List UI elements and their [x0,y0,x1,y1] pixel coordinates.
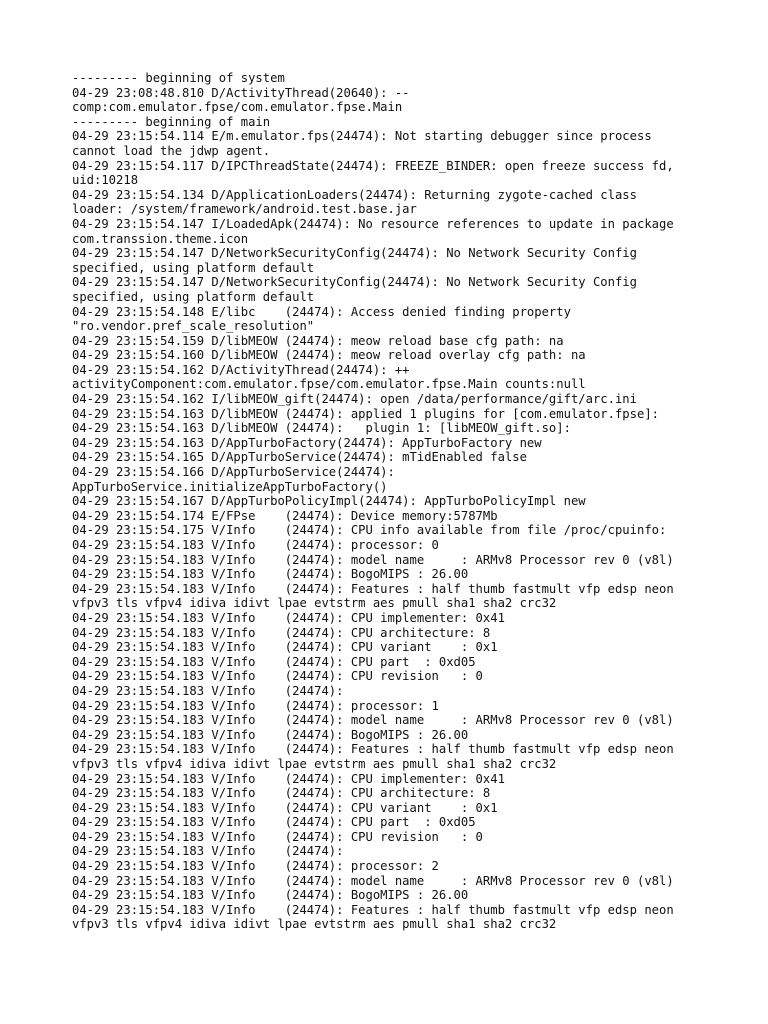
log-line: 04-29 23:15:54.147 D/NetworkSecurityConfig(24474): No Network Security Config [72,275,637,290]
log-line: 04-29 23:15:54.183 V/Info (24474): CPU architecture: 8 [72,625,491,640]
log-line: AppTurboService.initializeAppTurboFactory() [72,479,388,494]
log-line: vfpv3 tls vfpv4 idiva idivt lpae evtstrm aes pmull sha1 sha2 crc32 [72,596,557,611]
log-line: 04-29 23:15:54.134 D/ApplicationLoaders(24474): Returning zygote-cached class [72,187,637,202]
log-line: 04-29 23:15:54.175 V/Info (24474): CPU info available from file /proc/cpuinfo: [72,523,667,538]
log-line: 04-29 23:15:54.183 V/Info (24474): CPU revision : 0 [72,829,483,844]
log-line: 04-29 23:15:54.163 D/libMEOW (24474): plugin 1: [libMEOW_gift.so]: [72,421,571,436]
log-line: com.transsion.theme.icon [72,231,249,246]
log-line: 04-29 23:15:54.183 V/Info (24474): Features : half thumb fastmult vfp edsp neon [72,742,674,757]
log-line: vfpv3 tls vfpv4 idiva idivt lpae evtstrm aes pmull sha1 sha2 crc32 [72,756,557,771]
log-line: cannot load the jdwp agent. [72,143,271,158]
log-line: 04-29 23:15:54.148 E/libc (24474): Access denied finding property [72,304,571,319]
log-line: 04-29 23:15:54.163 D/AppTurboFactory(24474): AppTurboFactory new [72,435,542,450]
log-line: 04-29 23:15:54.183 V/Info (24474): [72,844,344,859]
log-line: 04-29 23:15:54.183 V/Info (24474): model name : ARMv8 Processor rev 0 (v8l) [72,873,674,888]
log-line: 04-29 23:15:54.183 V/Info (24474): CPU architecture: 8 [72,786,491,801]
log-line: 04-29 23:15:54.183 V/Info (24474): Features : half thumb fastmult vfp edsp neon [72,581,674,596]
log-line: 04-29 23:15:54.183 V/Info (24474): BogoMIPS : 26.00 [72,727,469,742]
log-line: 04-29 23:15:54.183 V/Info (24474): CPU part : 0xd05 [72,815,476,830]
log-line: 04-29 23:15:54.147 D/NetworkSecurityConfig(24474): No Network Security Config [72,246,637,261]
log-line: loader: /system/framework/android.test.base.jar [72,202,417,217]
log-line: 04-29 23:15:54.165 D/AppTurboService(24474): mTidEnabled false [72,450,527,465]
log-line: 04-29 23:15:54.174 E/FPse (24474): Device memory:5787Mb [72,508,498,523]
log-line: 04-29 23:15:54.183 V/Info (24474): CPU variant : 0x1 [72,800,498,815]
log-line: 04-29 23:08:48.810 D/ActivityThread(20640): -- [72,85,410,100]
log-line: 04-29 23:15:54.183 V/Info (24474): processor: 0 [72,538,439,552]
log-line: specified, using platform default [72,289,315,304]
log-line: specified, using platform default [72,260,315,275]
log-line: 04-29 23:15:54.183 V/Info (24474): processor: 2 [72,859,439,874]
log-line: 04-29 23:15:54.163 D/libMEOW (24474): applied 1 plugins for [com.emulator.fpse]: [72,406,659,421]
log-line: activityComponent:com.emulator.fpse/com.emulator.fpse.Main counts:null [72,377,586,392]
log-line: 04-29 23:15:54.183 V/Info (24474): CPU part : 0xd05 [72,654,476,669]
log-line: 04-29 23:15:54.183 V/Info (24474): model name : ARMv8 Processor rev 0 (v8l) [72,713,674,728]
log-line: 04-29 23:15:54.114 E/m.emulator.fps(24474): Not starting debugger since process [72,129,652,144]
log-line: 04-29 23:15:54.167 D/AppTurboPolicyImpl(24474): AppTurboPolicyImpl new [72,494,586,509]
log-line: 04-29 23:15:54.183 V/Info (24474): CPU implementer: 0x41 [72,771,505,786]
log-document [72,71,712,932]
log-line: --------- beginning of main [72,114,271,129]
log-line: 04-29 23:15:54.183 V/Info (24474): [72,683,344,698]
log-line: 04-29 23:15:54.162 D/ActivityThread(24474): ++ [72,362,410,377]
log-line: 04-29 23:15:54.159 D/libMEOW (24474): meow reload base cfg path: na [72,333,564,348]
log-line: 04-29 23:15:54.183 V/Info (24474): BogoMIPS : 26.00 [72,888,469,903]
log-line: 04-29 23:15:54.183 V/Info (24474): processor: 1 [72,698,439,713]
log-line: vfpv3 tls vfpv4 idiva idivt lpae evtstrm aes pmull sha1 sha2 crc32 [72,917,557,932]
log-line: 04-29 23:15:54.183 V/Info (24474): model name : ARMv8 Processor rev 0 (v8l) [72,552,674,567]
log-line: 04-29 23:15:54.117 D/IPCThreadState(24474): FREEZE_BINDER: open freeze success fd, [72,158,674,173]
log-line: 04-29 23:15:54.160 D/libMEOW (24474): meow reload overlay cfg path: na [72,348,586,363]
log-line: 04-29 23:15:54.162 I/libMEOW_gift(24474): open /data/performance/gift/arc.ini [72,392,637,407]
log-line: 04-29 23:15:54.183 V/Info (24474): CPU implementer: 0x41 [72,610,505,625]
log-line: uid:10218 [72,173,139,188]
log-line: comp:com.emulator.fpse/com.emulator.fpse.Main [72,100,403,115]
log-line: 04-29 23:15:54.166 D/AppTurboService(24474): [72,465,395,480]
log-line: 04-29 23:15:54.183 V/Info (24474): CPU variant : 0x1 [72,640,498,655]
log-line: 04-29 23:15:54.147 I/LoadedApk(24474): No resource references to update in package [72,216,674,231]
log-line: "ro.vendor.pref_scale_resolution" [72,319,315,334]
log-line: 04-29 23:15:54.183 V/Info (24474): Features : half thumb fastmult vfp edsp neon [72,902,674,917]
log-line: 04-29 23:15:54.183 V/Info (24474): CPU revision : 0 [72,669,483,684]
log-line: 04-29 23:15:54.183 V/Info (24474): BogoMIPS : 26.00 [72,567,469,582]
log-line: --------- beginning of system [72,71,285,85]
